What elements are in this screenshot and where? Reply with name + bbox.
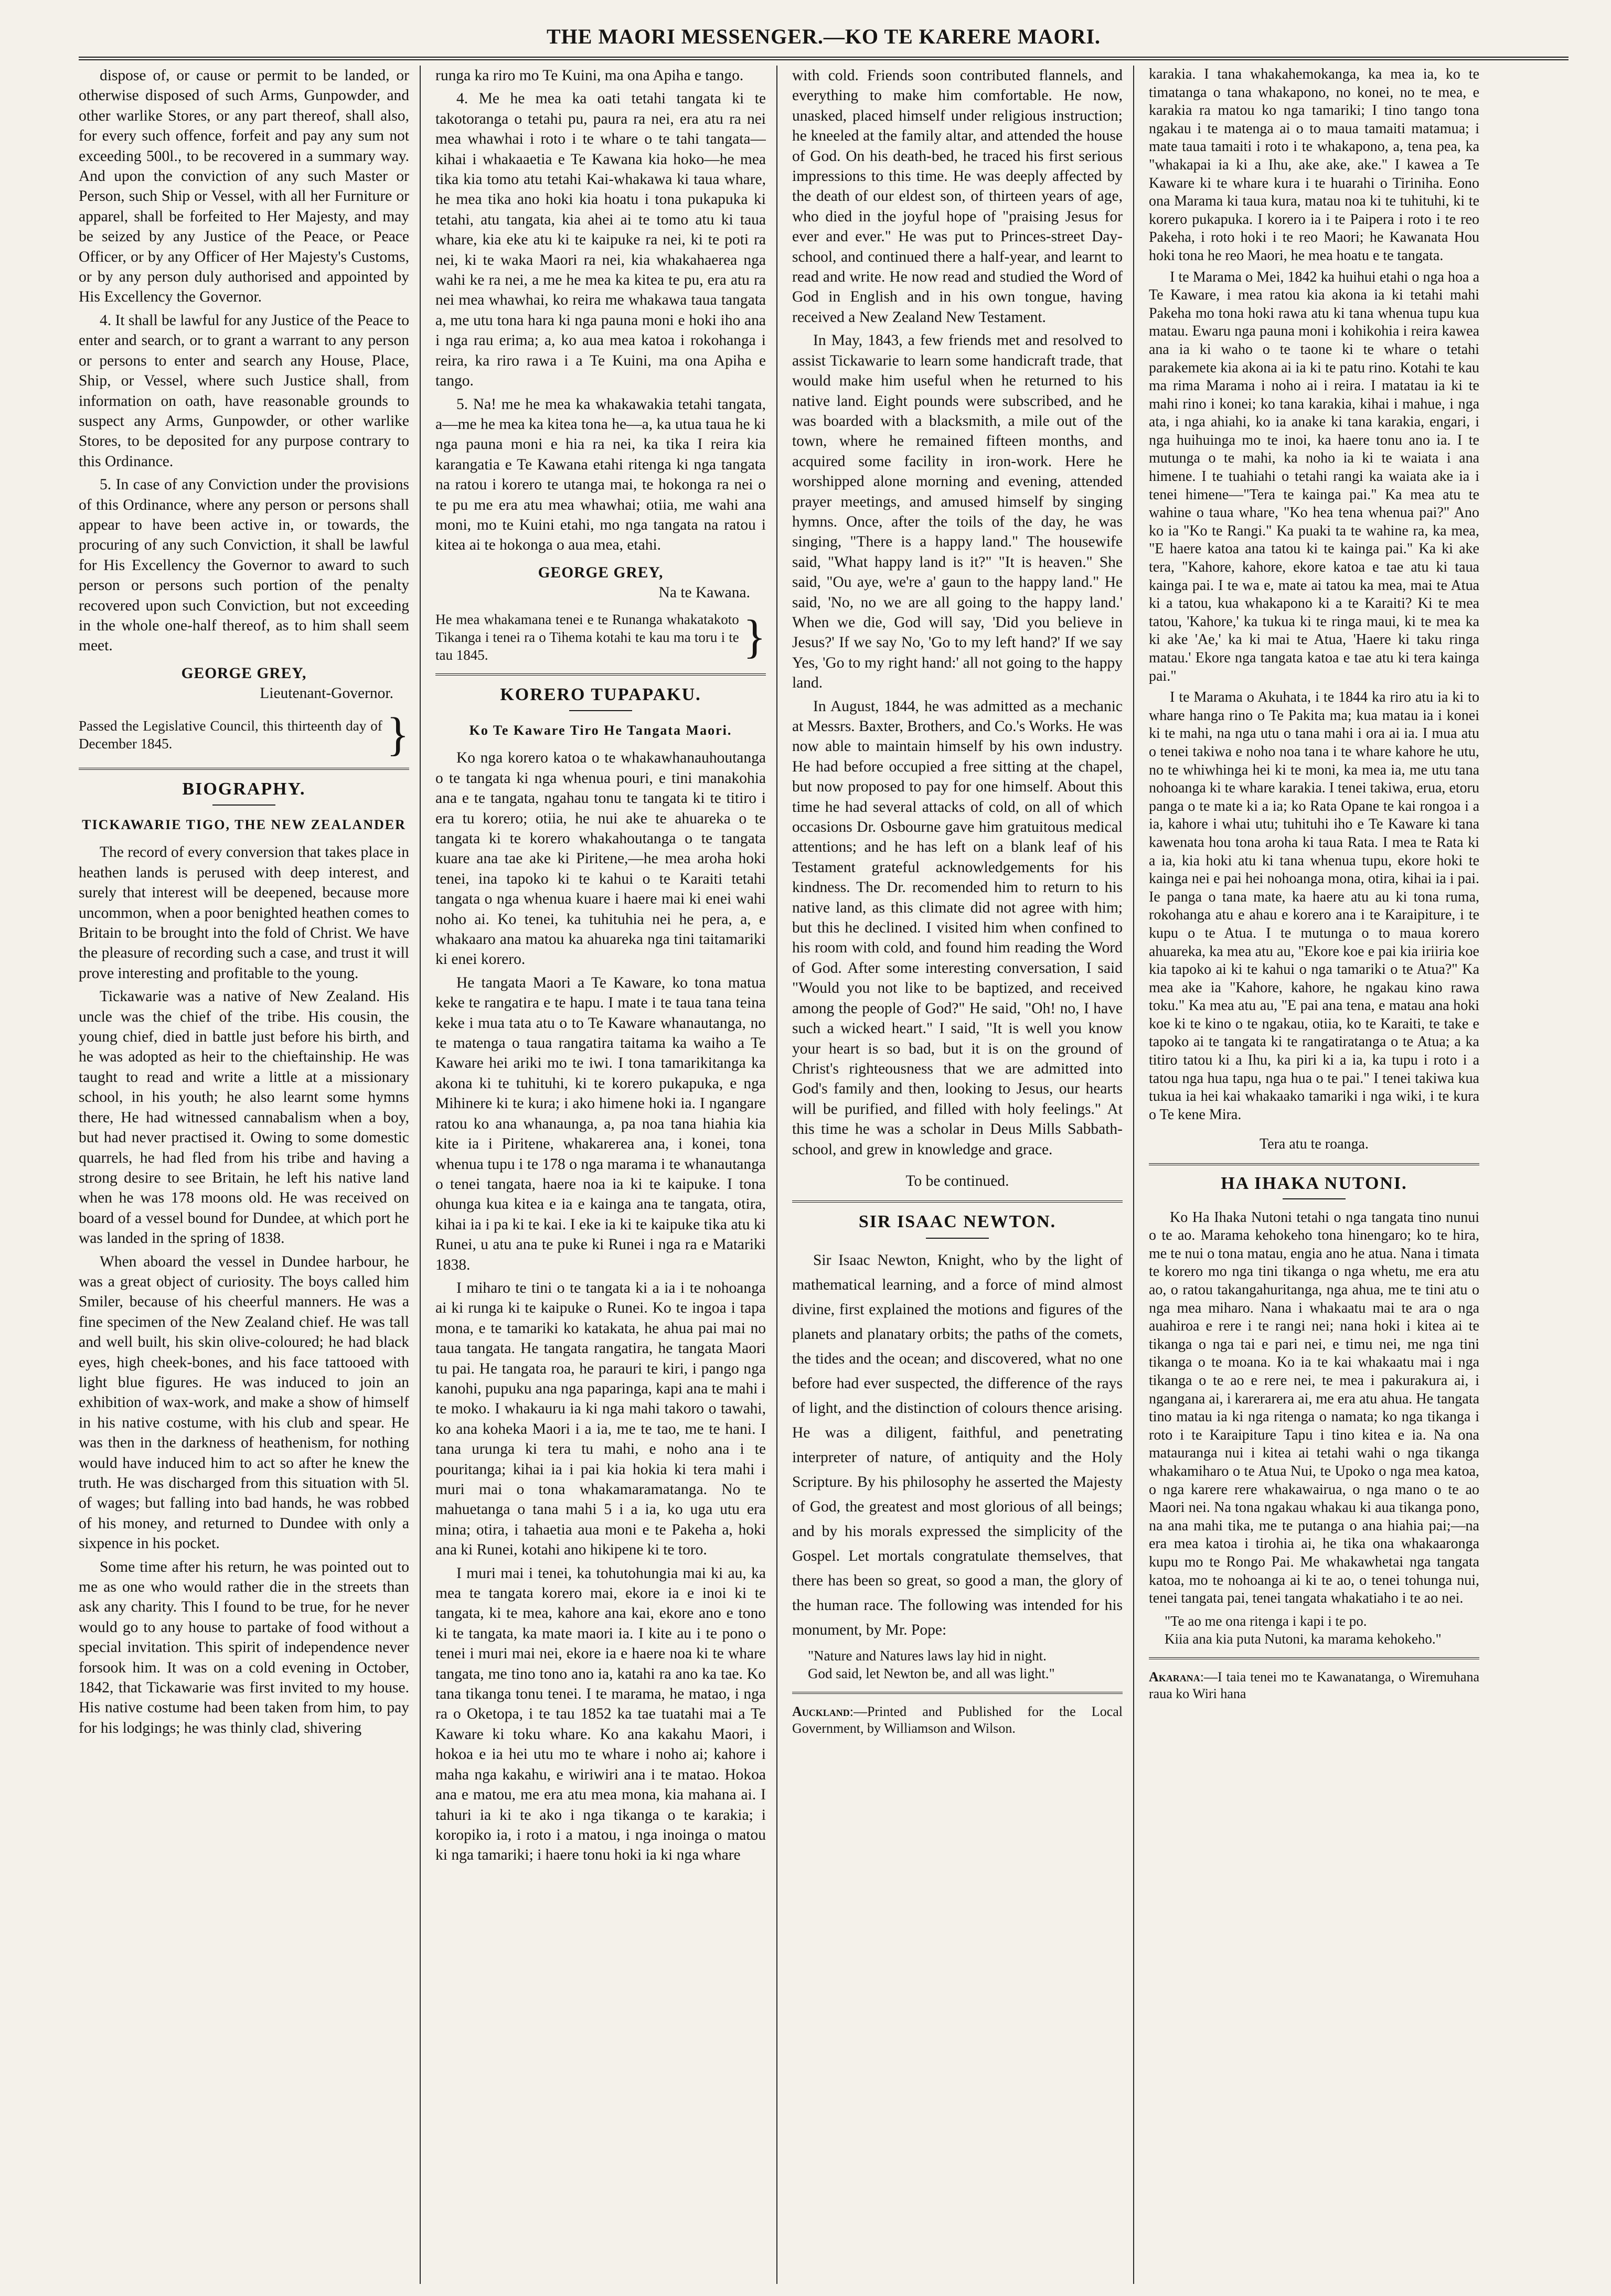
column-3 <box>792 66 1123 2284</box>
epitaph-line: "Nature and Natures laws lay hid in night. <box>808 1647 1047 1664</box>
imprint <box>792 1703 1123 1737</box>
passed-text: Passed the Legislative Council, this thirteenth day of December 1845. <box>79 717 382 752</box>
ordinance-paragraph: 5. Na! me he mea ka whakawakia tetahi tangata, a—me he mea ka kitea tona he—a, ka utua taua he ki nga pauna moni e hia ra nei, ka tika I reira kia karangatia e Te Kawana etahi ritenga ki nga tangata na ratou i korero te utanga mai, te hokonga ra nei o te pu me era atu mea whawhai; otiia, me wahi ana moni, mo te Kuini etahi, mo nga tangata na ratou i kitea ai te hokonga o aua mea, etahi. <box>435 395 766 554</box>
passed-note <box>435 610 766 664</box>
article-paragraph: In August, 1844, he was admitted as a mechanic at Messrs. Baxter, Brothers, and Co.'s Works. He was now able to maintain himself by his own industry. He had before occupied a free sitting at the chapel, but now proposed to pay for one himself. About this time he had several attacks of cold, on all of which occasions Dr. Osbourne gave him gratuitous medical attentions; and he has left on a blank leaf of his Testament grateful acknowledgements for his kindness. The Dr. recomended him to return to his native land, as this climate did not agree with him; but this he declined. I visited him when confined to his room with cold, and found him reading the Word of God. After some interesting conversation, I said "Would you not like to be baptized, and received among the people of God?" He said, "Oh! no, I have such a wicked heart." I said, "It is well you know your heart is so bad, but it is on the ground of Christ's righteousness that we are admitted into God's family and then, looking to Jesus, our hearts will be purified, and filled with holy feelings." At this time he was a scholar in Deus Mills Sabbath-school, and grew in knowledge and grace. <box>792 698 1123 1158</box>
article-paragraph: Tickawarie was a native of New Zealand. His uncle was the chief of the tribe. His cousin, the young chief, died in battle just before his birth, and he was adopted as heir to the chieftainship. He was taught to read and write a little at a missionary school, in his youth; he also learnt some hymns there, He had witnessed cannabalism when a boy, but had never practised it. Owing to some domestic quarrels, he had fled from his tribe and having a strong desire to see Britain, he left his native land when he was 178 moons old. He was received on board of a vessel bound for Dundee, at which port he was landed in the spring of 1838. <box>79 988 409 1247</box>
column-divider <box>1133 66 1134 2284</box>
ordinance-paragraph: runga ka riro mo Te Kuini, ma ona Apiha e tango. <box>435 67 744 84</box>
imprint-text: :—Printed and Published for the Local Government, by Williamson and Wilson. <box>792 1703 1123 1736</box>
article-paragraph: In May, 1843, a few friends met and resolved to assist Tickawarie to learn some handicraft trade, that would make him useful when he returned to his native land. Eight pounds were subscribed, and he was boarded with a blacksmith, a mile out of the town, where he remained fifteen months, and acquired some facility in iron-work. Here he worshipped alone morning and evening, attended prayer meetings, and amused himself by singing hymns. Once, after the toils of the day, he was singing, "There is a happy land." The housewife said, "What happy land is it?" "It is heaven." She said, "Ou aye, we're a' gaun to the happy land." He said, 'No, no we are all going to the happy land.' When we die, God will say, 'Did you believe in Jesus?' If we say No, 'Go to my left hand?' If we say Yes, 'Go to my right hand:' all not going to the happy land. <box>792 332 1123 692</box>
brace-glyph: } <box>386 708 409 760</box>
article-subtitle: Ko Te Kaware Tiro He Tangata Maori. <box>469 722 732 738</box>
signature-name: GEORGE GREY, <box>538 564 664 581</box>
section-divider <box>792 1692 1123 1694</box>
article-paragraph: He tangata Maori a Te Kaware, ko tona matua keke te rangatira e te hapu. I mate i te taua tana teina keke i mua tata atu o to Te Kaware whanautanga, no te matenga o taua rangatira taitama ka waiho a Te Kaware hei ariki mo te iwi. I tona tamarikitanga ka akona ki te tuhituhi, ki te korero pukapuka, e nga Mihinere ki te kura; i ako himene hoki ia. I ngangare ratou ko ana whanaunga, a, pa noa tana hiahia kia kite ia i Piritene, whakarerea ana, i konei, tona whenua tupu i te 178 o nga marama i te whanautanga o tenei tangata, haere noa ia ki te kaipuke. I tona ohunga kua kitea e ia e kainga ana te tangata, otira, kihai ia i pa ki te kai. I eke ia ki te kaipuke tika atu ki Runei, u atu ana te puke ki Runei i nga ra e Matariki 1838. <box>435 974 766 1273</box>
ordinance-paragraph: 4. Me he mea ka oati tetahi tangata ki te takotoranga o tetahi pu, paura ra nei, era atu ra nei mea whawhai i roto i te whare o te tahi tangata—kihai i whakaaetia e Te Kawana kia hoko—he mea tika kia tomo atu tetahi Kai-whakawa ki taua whare, he mea tika ano hoki kia hoatu i tona pukapuka ki tetahi, atu tangata, kia ahei ai te tomo atu ki taua whare, kia eke atu ki te kaipuke ra nei, ki te poti ra nei, ki te waka Maori ra nei, kia whakahaerea nga wahi ke ra nei, a me he mea ka kitea te pu, era atu ra nei mea whawhai, ko reira me whakawa taua tangata a, me utu tona hara ki nga pauna moni e hoki iho ana i nga rau erima; a, ko aua mea katoa i rokohanga i reira, ka riro rawa i a Te Kuini, ma ona Apiha e tango. <box>435 90 766 390</box>
column-divider <box>420 66 421 2284</box>
article-paragraph: Ko nga korero katoa o te whakawhanauhoutanga o te tangata ki nga whenua pouri, e tini manakohia ana e te tangata, ngahau tonu te tangata ki te titiro i era tu korero; otiia, he nui ake te ahuareka o te tangata ki te korero whakahoutanga o te tangata kuare ana tae ake ki Piritene,—he mea aroha hoki tenei, ina tapoko ki te kahui o te Karaiti tetahi tangata o nga whenua kuare i haere mai ki enei wahi noho ai. Ko tenei, ka tuhituhia nei he pera, a, e whakaaro ana matou ka ahuareka nga tini taitamariki ki enei korero. <box>435 749 766 968</box>
section-divider <box>1149 1163 1479 1165</box>
column-divider <box>776 66 777 2284</box>
signature-name: GEORGE GREY, <box>181 664 307 682</box>
section-title: HA IHAKA NUTONI. <box>1221 1174 1407 1194</box>
section-divider <box>79 768 409 770</box>
section-divider <box>792 1200 1123 1203</box>
article-subtitle: TICKAWARIE TIGO, THE NEW ZEALANDER <box>82 817 406 832</box>
column-2 <box>435 66 766 2284</box>
column-1 <box>79 66 409 2284</box>
column-4 <box>1149 66 1479 2284</box>
article-paragraph: The record of every conversion that takes place in heathen lands is perused with deep interest, and surely that interest will be deepened, because more uncommon, when a poor benighted heathen comes to Britain to be brought into the fold of Christ. We have the pleasure of recording such a case, and trust it will prove interesting and profitable to the young. <box>79 844 409 982</box>
section-title: SIR ISAAC NEWTON. <box>858 1212 1057 1232</box>
article-paragraph: with cold. Friends soon contributed flannels, and everything to make him comfortable. He now, unasked, placed himself under religious instruction; he kneeled at the family altar, and attended the house of God. On his death-bed, he traced his first serious impressions to this time. He was deeply affected by the death of our eldest son, of thirteen years of age, who died in the joyful hope of "praising Jesus for ever and ever." He was put to Princes-street Day-school, and continued there a half-year, and learnt to read and write. He now read and studied the Word of God in English and in his own tongue, having received a New Zealand New Testament. <box>792 67 1123 326</box>
article-paragraph: Sir Isaac Newton, Knight, who by the light of mathematical learning, and a force of mind almost divine, first explained the motions and figures of the planets and planatary orbits; the paths of the comets, the tides and the ocean; and discovered, what no one before had ever suspected, the difference of the rays of light, and the distinction of colours thence arising. He was a diligent, faithful, and penetrating interpreter of nature, of antiquity and the Holy Scripture. By his philosophy he asserted the Majesty of God, the greatest and most glorious of all beings; and by his morals expressed the simplicity of the Gospel. Let mortals congratulate themselves, that there has been so great, so good a man, the glory of the human race. The following was intended for his monument, by Mr. Pope: <box>792 1251 1123 1638</box>
ordinance-paragraph: dispose of, or cause or permit to be landed, or otherwise disposed of such Arms, Gunpowder, and other warlike Stores, or any part thereof, shall also, for every such offence, forfeit and pay any sum not exceeding 500l., to be recovered in a summary way. And upon the conviction of any such Master or Person, such Ship or Vessel, with all her Furniture or apparel, shall be forfeited to Her Majesty, and may be seized by any Justice of the Peace, or Peace Officer, or by any Officer of Her Majesty's Customs, or by any person duly authorised and appointed by His Excellency the Governor. <box>79 67 409 306</box>
ordinance-paragraph: 4. It shall be lawful for any Justice of the Peace to enter and search, or to grant a warrant to any person or persons to enter and search any House, Place, Ship, or Vessel, where such Justice shall, from information on oath, have reasonable grounds to suspect any Arms, Gunpowder, or other warlike Stores, to be deposited for any purpose contrary to this Ordinance. <box>79 312 409 470</box>
epitaph-line: "Te ao me ona ritenga i kapi i te po. <box>1165 1613 1367 1629</box>
passed-note <box>79 708 409 760</box>
imprint <box>1149 1669 1479 1702</box>
short-rule <box>212 804 275 806</box>
masthead: THE MAORI MESSENGER.—KO TE KARERE MAORI. <box>546 25 1101 48</box>
article-paragraph: I te Marama o Akuhata, i te 1844 ka riro atu ia ki to whare hanga rino o Te Pakita ma; kua matau ia i konei ki te mahi, na nga utu o tana mahi i ora ai ia. I mua atu o tenei takiwa e noho noa tana i te whare kahore he utu, no te whiwhinga hei ki te moni, ka mea ia, me utu tana nohoanga ki te whare karakia. I tenei takiwa, erua, etoru panga o te mate ki a ia; ko Rata Opane te kai rongoa i a ia, kahore i whai utu; tuhituhi iho e Te Kaware ki tana kawenata hou tona aroha ki taua Rata. I mea te Rata ki a ia, kia hoki atu ki tana whenua tupu, ekore hoki te kainga nei e pai hei nohoanga mona, otira, kihai ia i pai. Ie panga o tana mate, ka haere atu au ki tona ruma, rokohanga atu e ahau e korero ana i te Karaipiture, i te kupu o te Atua. I te mutunga o to maua korero ahuareka, ka mea atu au, "Ekore koe e pai kia iriiria koe kia tapoko ai ki te kahui o nga tamariki o te Atua?" Ka mea ake ia "Kahore, kahore, he ngakau kino rawa toku." Ka mea atu au, "E pai ana tena, e matau ana hoki koe ki te kino o te ngakau, otiia, ko te Karaiti, te take e tapoko ai te tangata ki te rangatiratanga o te Atua; a ka titiro tatou ki a Ihu, ka piri ki a ia, ka tupu i roto i a tatou nga hua tapu, nga hua o te pai." I tenei takiwa kua tukua ia hei kai whakaako tamariki i nga wiki, i te kura o Te kene Mira. <box>1149 689 1479 1123</box>
section-divider <box>435 673 766 675</box>
imprint-text: :—I taia tenei mo te Kawanatanga, o Wiremuhana raua ko Wiri hana <box>1149 1669 1479 1701</box>
epitaph <box>1165 1612 1479 1648</box>
article-paragraph: karakia. I tana whakahemokanga, ka mea ia, ko te timatanga o tana whakapono, no konei, no te mea, e karakia ra matou ko nga tamariki; I tino tango tona ngakau i te matenga ai o to maua tamaiti matamua; i mate taua tamaiti i roto i te whakapono, a, tena pea, ka "whakapai ia ki a Ihu, ake ake, ake." I kawea a Te Kaware ki te whare kura i te huarahi o Tiriniha. Eono ona Marama ki taua kura, matau noa ki te tuhituhi, ki te korero pukapuka. I korero ia i te Paipera i roto i te reo Pakeha, i roto hoki i te reo Maori; he Kawanata Hou hoki tona he reo Maori, he mea hoatu e te tangata. <box>1149 66 1479 264</box>
article-paragraph: I te Marama o Mei, 1842 ka huihui etahi o nga hoa a Te Kaware, i mea ratou kia akona ia ki tetahi mahi Pakeha mo tona hoki rawa atu ki tana whenua tupu kua matau. Ewaru nga pauna moni i kohikohia i reira kawea ana ia ki waho o te taone ki te whare o tetahi parakemete kia akona ai ia ki te patu rino. Kotahi te kau ma rima Marama i noho ai i reira. I matatau ia ki te mahi rino i konei; ko tana karakia, kihai i mahue, i nga ata, i nga ahiahi, ko ia anake ki tana karakia, engari, i nga huihuinga mo te inoi, ka haere tonu ano ia. I te mutunga o te mahi, ka noho ia ki te waiata i ana himene. I te tuahiahi o tetahi rangi ka waiata ake ia i tenei himene—"Tera te kainga pai." Ka mea atu te wahine o taua whare, "Ko hea tena whenua pai?" Ano ko ia "Ko te Rangi." Ka puaki ta te wahine ra, ka mea, "E haere katoa ana tatou ki te kainga pai." Ka ki ake tera, "Kahore, kahore, ekore katoa e tae atu ki taua kainga pai. I te wa e, mate ai tatou ka mea, mai te Atua ki a tatou, kua whakapono ki a te Karaiti? Ki te mea tatou, 'Kahore,' ka tukua ki te ringa maui, ki te mea ka ki ake 'Ae,' ka ki mai te Atua, 'Haere ki taku ringa matau.' Ekore nga tangata katoa e tae atu ki tera kainga pai." <box>1149 269 1479 684</box>
brace-glyph: } <box>743 610 766 663</box>
epitaph <box>808 1647 1123 1682</box>
article-paragraph: I miharo te tini o te tangata ki a ia i te nohoanga ai ki runga ki te kaipuke o Runei. Ko te ingoa i tapa mona, e te tamariki ko katakata, he ahua pai mai no taua tangata. He tangata rangatira, he tangata Maori tu pai. He tangata roa, he parauri te kiri, i pango nga kanohi, pupuku ana nga paparinga, kapi ana te mahi i te moko. I whakauru ia ki nga mahi takoro o tawahi, ko ana koheka Maori i a ia, me te tao, me te hani. I tana urunga ki tera tu mahi, e noho ana i te pouritanga; kihai ia i pai kia hokia ki tera mahi i muri mai o tona whakamaramatanga. No te mahuetanga o tana mahi 5 i a ia, ko uga utu era mina; otira, i tahaetia aua moni e te Pakeha a, hoki ana ki Runei, kotahi ano hikipene ki te toro. <box>435 1279 766 1559</box>
article-paragraph: Some time after his return, he was pointed out to me as one who would rather die in the streets than ask any charity. This I found to be true, for he never would go to any house to partake of food without a special invitation. This spirit of independence never forsook him. It was on a cold evening in October, 1842, that Tickawarie was first invited to my house. His native costume had been taken from him, to pay for his lodgings; he was thinly clad, shivering <box>79 1558 409 1736</box>
section-title: BIOGRAPHY. <box>182 779 306 799</box>
continued-note: To be continued. <box>905 1172 1009 1189</box>
passed-text: He mea whakamana tenei e te Runanga whakatakoto Tikanga i tenei ra o Tihema kotahi te kau ma toru i te tau 1845. <box>435 611 739 663</box>
epitaph-line: Kiia ana kia puta Nutoni, ka marama kehokeho." <box>1165 1630 1442 1647</box>
article-paragraph: I muri mai i tenei, ka tohutohungia mai ki au, ka mea te tangata korero mai, ekore ia e inoi ki te tangata, ki te mea, kahore ana kai, ekore ano e tono ki te tangata, ka mate maori ia. I kite au i te pono o tenei i muri mai nei, ekore ia e haere noa ki te whare tangata, me tino tono ano ia, katahi ra ano ka tae. Ko tana tikanga tonu tenei. I te marama, he matao, i nga ra o Oketopa, i te tau 1852 ka tae tuatahi mai a Te Kaware ki toku whare. Ko ana kakahu Maori, i hokoa e ia hei utu mo te whare i noho ai; kahore i maha nga kakahu, e wiriwiri ana i te matao. Hokoa ana e matou, me era atu mea mona, kia mahana ai. I tahuri ia ki te ako i nga tikanga o te karakia; i koropiko ia, i roto i a matou, i nga inoinga o matou ki nga tamariki; i haere tonu hoki ia ki nga whare <box>435 1564 766 1864</box>
section-divider <box>1149 1657 1479 1659</box>
article-paragraph: Ko Ha Ihaka Nutoni tetahi o nga tangata tino nunui o te ao. Marama kehokeho tona hinengaro; ko te hira, me te nui o tona matau, engia ano he atua. Nana i timata te korero mo nga tini tikanga o nga whetu, me era atu ao, o ratou takangahuritanga, nga ahua, me te tini atu o nga mea miharo. Nana i whakaatu mai te ara o nga auahiroa e rere i te rangi nei; nana hoki i kitea ai te tikanga o nga tai e pari nei, e timu nei, me nga tini tikanga o te moana. Ko ia te kai whakaatu mai i nga tikanga o te ao e rere nei, te mea i pakurakura ai, i ngangana ai, i karerarera ai, me era atu ahua. He tangata tino matau ia ki nga ritenga o namata; ko nga tikanga i roto i te Karaipiture Tapu i tino kitea e ia. Na ona matauranga nui i kitea ai tetahi wahi o nga tikanga whakamiharo o te Atua Nui, te Upoko o nga mea katoa, o nga karere rere whakawairua, o nga mano o te ao Maori nei. Na tona ngakau whakau ki aua tikanga pono, na ana mahi tika, me te putanga o ana hiahia pai;—na era mea katoa i tirohia ai, he tika ona whakaaronga kupu mo te Rongo Pai. Me whakawhetai nga tangata katoa, mo te nohoanga ai ki te ao, o tenei tohunga nui, tenei tangata pai, tenei tangata whakatiaho i te ao nei. <box>1149 1209 1479 1607</box>
signature-title: Lieutenant-Governor. <box>260 685 393 702</box>
signature-title: Na te Kawana. <box>658 584 750 602</box>
imprint-place: Auckland <box>792 1703 850 1719</box>
article-paragraph: When aboard the vessel in Dundee harbour, he was a great object of curiosity. The boys called him Smiler, because of his cheerful manners. He was a fine specimen of the New Zealand chief. He was tall and well built, his skin olive-coloured; he had black eyes, high cheek-bones, and his face tattooed with light blue figures. He was induced to join an exhibition of wax-work, and make a show of himself in his native costume, with his club and spear. He was then in the darkness of heathenism, for nothing would have induced him to act so after he knew the truth. He was discharged from this situation with 5l. of wages; but falling into bad hands, he was robbed of his money, and returned to Dundee with only a sixpence in his pocket. <box>79 1253 409 1552</box>
epitaph-line: God said, let Newton be, and all was light." <box>808 1665 1055 1681</box>
imprint-place: Akarana <box>1149 1669 1200 1685</box>
section-title: KORERO TUPAPAKU. <box>500 684 701 704</box>
ordinance-paragraph: 5. In case of any Conviction under the provisions of this Ordinance, where any person or persons shall appear to have been active in, or towards, the procuring of any such Conviction, it shall be lawful for His Excellency the Governor to award to such person or persons such portion of the penalty recovered upon such Conviction, but not exceeding in the whole one-half thereof, as to him shall seem meet. <box>79 476 409 655</box>
masthead-rule <box>79 57 1569 60</box>
short-rule <box>1283 1198 1346 1199</box>
continued-note: Tera atu te roanga. <box>1260 1136 1369 1153</box>
short-rule <box>569 710 632 711</box>
short-rule <box>926 1238 989 1239</box>
